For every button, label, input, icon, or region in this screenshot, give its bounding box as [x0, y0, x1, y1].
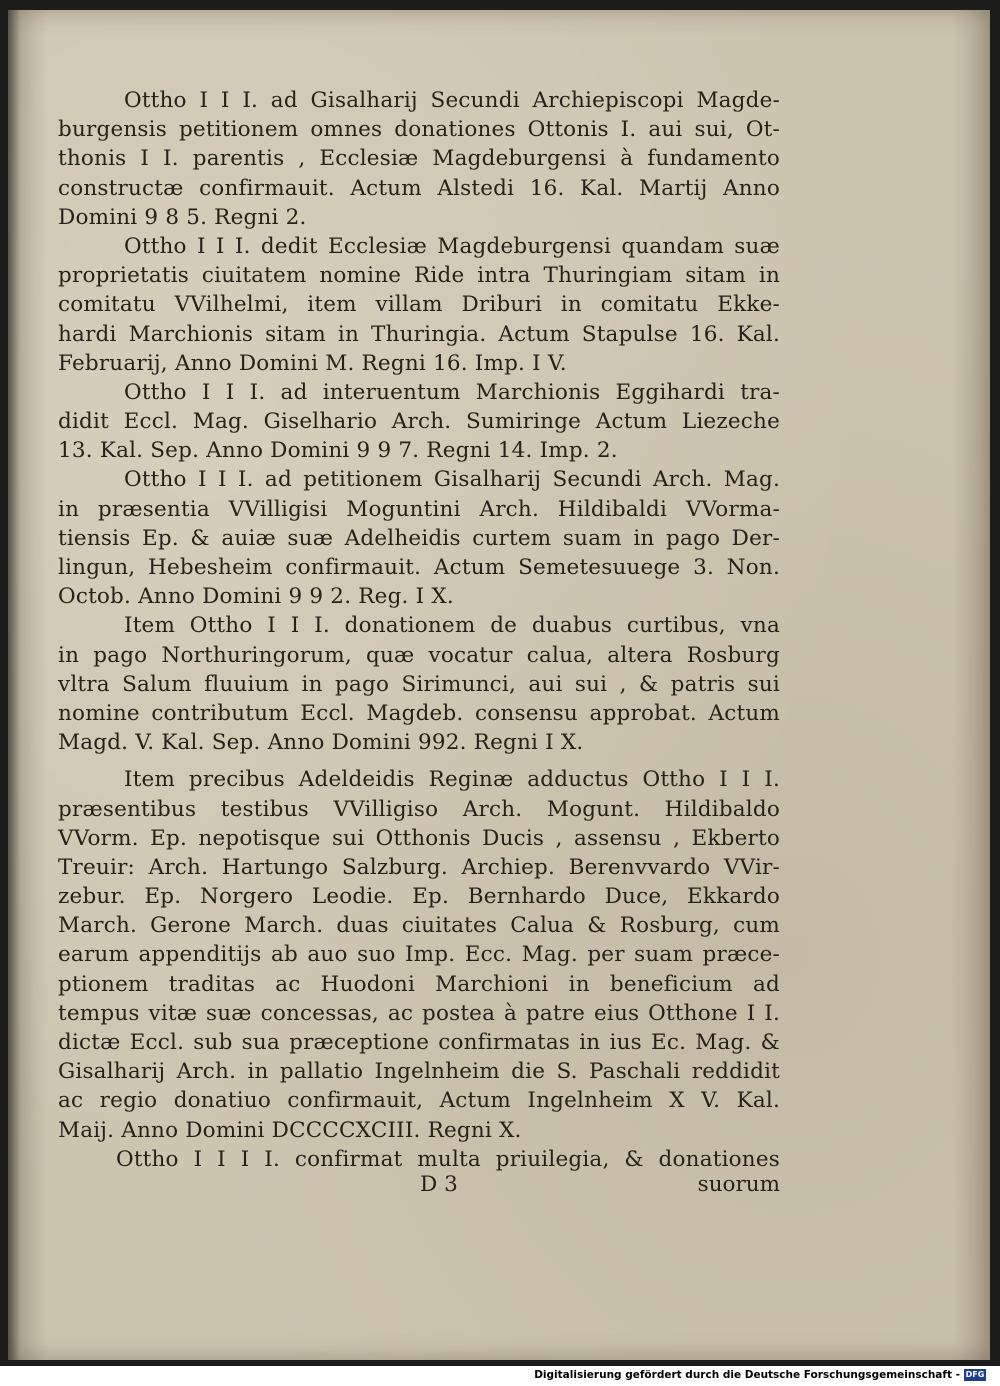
text-line: Gisalharij Arch. in pallatio Ingelnheim die S. Paschali reddidit	[58, 1059, 780, 1085]
text-line: in præsentia VVilligisi Moguntini Arch. Hildibaldi VVorma-	[58, 496, 780, 522]
text-line: Ottho I I I I. confirmat multa priuilegia, & donationes	[116, 1146, 780, 1172]
text-line: vltra Salum fluuium in pago Sirimunci, aui sui , & patris sui	[58, 671, 780, 697]
text-line: in pago Northuringorum, quæ vocatur calua, altera Rosburg	[58, 642, 780, 668]
text-line: thonis I I. parentis , Ecclesiæ Magdeburgensi à fundamento	[58, 146, 780, 172]
text-line-last: Octob. Anno Domini 9 9 2. Reg. I X.	[58, 584, 454, 610]
text-line-last: Februarij, Anno Domini M. Regni 16. Imp. I V.	[58, 350, 567, 376]
text-line: didit Eccl. Mag. Giselhario Arch. Sumiringe Actum Liezeche	[58, 409, 780, 435]
text-line: March. Gerone March. duas ciuitates Calua & Rosburg, cum	[58, 913, 780, 939]
text-line: Item precibus Adeldeidis Reginæ adductus Ottho I I I.	[124, 767, 780, 793]
text-line: burgensis petitionem omnes donationes Ottonis I. aui sui, Ot-	[58, 117, 780, 143]
text-line: Ottho I I I. ad petitionem Gisalharij Secundi Arch. Mag.	[124, 467, 780, 493]
text-line: ac regio donatiuo confirmauit, Actum Ingelnheim X V. Kal.	[58, 1088, 780, 1114]
text-line: hardi Marchionis sitam in Thuringia. Actum Stapulse 16. Kal.	[58, 321, 780, 347]
text-line: zebur. Ep. Norgero Leodie. Ep. Bernhardo Duce, Ekkardo	[58, 884, 780, 910]
credit-bar	[0, 1366, 1000, 1386]
text-line-last: Domini 9 8 5. Regni 2.	[58, 204, 307, 230]
funding-credit: Digitalisierung gefördert durch die Deutsche Forschungsgemeinschaft -	[534, 1369, 960, 1381]
text-line: dictæ Eccl. sub sua præceptione confirmatas in ius Ec. Mag. &	[58, 1030, 780, 1055]
text-line: Treuir: Arch. Hartungo Salzburg. Archiep. Berenvvardo VVir-	[58, 854, 780, 880]
text-line: comitatu VVilhelmi, item villam Driburi in comitatu Ekke-	[58, 292, 780, 318]
text-line: tiensis Ep. & auiæ suæ Adelheidis curtem suam in pago Der-	[58, 525, 780, 551]
catchword: suorum	[697, 1172, 780, 1197]
page-footer-line	[58, 1172, 780, 1204]
text-line: præsentibus testibus VVilligiso Arch. Mogunt. Hildibaldo	[58, 796, 780, 822]
text-line: tempus vitæ suæ concessas, ac postea à patre eius Otthone I I.	[58, 1000, 780, 1026]
text-line: constructæ confirmauit. Actum Alstedi 16. Kal. Martij Anno	[58, 175, 780, 201]
dfg-logo-icon: DFG	[965, 1370, 985, 1379]
text-line: Ottho I I I. dedit Ecclesiæ Magdeburgensi quandam suæ	[124, 233, 780, 259]
text-line: Ottho I I I. ad Gisalharij Secundi Archiepiscopi Magde-	[124, 88, 780, 113]
text-line: Item Ottho I I I. donationem de duabus curtibus, vna	[124, 613, 780, 639]
text-line-last: 13. Kal. Sep. Anno Domini 9 9 7. Regni 14. Imp. 2.	[58, 438, 618, 464]
text-line: nomine contributum Eccl. Magdeb. consensu approbat. Actum	[58, 700, 780, 726]
page-text	[58, 86, 780, 1174]
signature-mark: D 3	[420, 1172, 458, 1197]
text-line: ptionem traditas ac Huodoni Marchioni in beneficium ad	[58, 971, 780, 997]
binding-shadow	[8, 10, 20, 1360]
text-line: VVorm. Ep. nepotisque sui Otthonis Ducis , assensu , Ekberto	[58, 825, 780, 851]
text-line: lingun, Hebesheim confirmauit. Actum Semetesuuege 3. Non.	[58, 555, 780, 580]
text-line: earum appenditijs ab auo suo Imp. Ecc. Mag. per suam præce-	[58, 942, 780, 968]
text-line: Ottho I I I. ad interuentum Marchionis Eggihardi tra-	[124, 379, 780, 405]
text-line: proprietatis ciuitatem nomine Ride intra Thuringiam sitam in	[58, 263, 780, 289]
text-line-last: Magd. V. Kal. Sep. Anno Domini 992. Regni I X.	[58, 730, 584, 756]
paragraph-gap	[58, 757, 780, 765]
text-line-last: Maij. Anno Domini DCCCCXCIII. Regni X.	[58, 1117, 522, 1143]
